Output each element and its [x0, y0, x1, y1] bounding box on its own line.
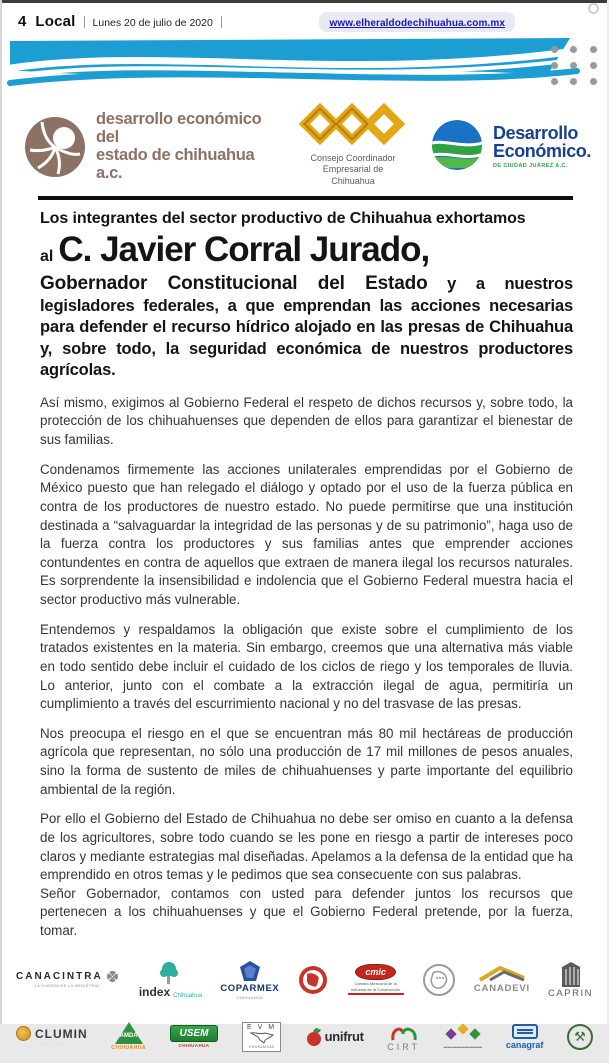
index-wordmark: index: [138, 984, 171, 999]
cmic-wordmark: cmic: [355, 964, 396, 980]
clumin-tagline: · · · · · · · · · ·: [37, 1042, 67, 1048]
logo-mining-chamber: [567, 1024, 593, 1050]
cmic-underline: [348, 993, 404, 995]
canacintra-tagline: LA FUERZA DE LA INDUSTRIA: [34, 983, 99, 989]
red-emblem-icon: [297, 964, 329, 996]
logo-coparmex: [220, 960, 279, 1000]
header-divider: [221, 16, 222, 28]
hammer-pick-icon: ⚒: [567, 1024, 593, 1050]
footer-logos-row-1: [16, 949, 593, 1011]
canacintra-aperture-icon: [107, 971, 118, 982]
logo-desarrollo-economico-juarez: [429, 119, 591, 175]
amda-triangle-icon: [115, 1022, 143, 1044]
tree-icon: [159, 961, 179, 985]
logo-amda: [111, 1022, 146, 1051]
logo-cmic: [348, 964, 404, 994]
headline-intro: Los integrantes del sector productivo de Chihuahua exhortamos: [40, 210, 526, 227]
diamonds-icon: [447, 1025, 479, 1043]
canadevi-wordmark: CANADEVI: [473, 982, 530, 994]
website-link[interactable]: www.elheraldodechihuahua.com.mx: [329, 18, 505, 29]
logo-canadevi: [474, 966, 530, 994]
logo-red-emblem: [297, 964, 329, 996]
logo-gray-emblem: [422, 963, 456, 997]
logo-cce: [301, 107, 405, 187]
coparmex-shield-icon: [239, 960, 261, 982]
building-icon: [558, 961, 584, 987]
paragraph-2: Condenamos firmemente las acciones unilaterales emprendidas por el Gobierno de México puesto que han relegado el diálogo y optado por el uso de la fuerza pública en contra de los productores de nuestro estado. No puede permitirse que una institución destinada a “salvaguardar la integridad de las personas y de su patrimonio”, haga uso de la fuerza contra los productores y sus familias antes que emprender acciones contundentes en contra de aquellos que extraen de manera ilegal los recursos naturales. Es sorprendente la insensibilidad e indolencia que el Gobierno Federal muestra hacia el sector productivo más vulnerable.: [40, 461, 573, 607]
organization-logos-row: [2, 94, 607, 194]
headline-block: [2, 200, 607, 381]
roof-icon: [478, 966, 526, 982]
caprin-wordmark: CAPRIN: [548, 987, 593, 999]
signatory-logos: [2, 941, 607, 1063]
closing-part-2: Señor Gobernador, contamos con usted para defender juntos los recursos que pertenecen a los chihuahuenses y que el Gobierno Federal pretende, por la fuerza, tomar.: [40, 885, 573, 938]
logo-desarrollo-economico-chihuahua: [24, 111, 275, 182]
index-region: Chihuahua: [173, 992, 203, 999]
amda-region: CHIHUAHUA: [111, 1045, 146, 1052]
logo-index-chihuahua: [136, 961, 202, 999]
cce-caption-line2: Empresarial de Chihuahua: [322, 164, 384, 186]
gray-emblem-icon: [422, 963, 456, 997]
cmic-caption-1: Cámara Mexicana de la: [354, 981, 397, 987]
headline-governor-role: Gobernador Constitucional del Estado: [40, 273, 428, 294]
diamonds-caption: ▬▬▬▬▬▬▬▬▬: [443, 1043, 483, 1049]
wave-banner: [10, 38, 591, 94]
globe-icon: [429, 119, 485, 175]
desarrollo-chihuahua-wordmark: [96, 111, 275, 182]
section-label: Local: [35, 13, 76, 30]
evm-region: CHIHUAHUA: [248, 1044, 275, 1049]
newspaper-header: [2, 3, 607, 34]
clumin-medal-icon: [16, 1026, 31, 1041]
desarrollo-juarez-wordmark: [492, 122, 591, 170]
cce-caption: [301, 153, 405, 187]
dej-subtitle: DE CIUDAD JUÁREZ A.C.: [492, 163, 568, 170]
paragraph-1: Así mismo, exigimos al Gobierno Federal el respeto de dichos recursos y, sobre todo, la protección de los chihuahuenses que dependen de ellos para garantizar el bienestar de sus familias.: [40, 394, 573, 447]
header-divider: [84, 16, 85, 28]
letter-body: [2, 381, 607, 941]
date-label: Lunes 20 de julio de 2020: [92, 17, 213, 29]
evm-wordmark: E V M: [247, 1023, 277, 1031]
website-link-pill: [319, 12, 515, 32]
apple-icon: [305, 1027, 323, 1047]
dej-title1: Desarrollo: [492, 122, 579, 143]
dej-title2: Económico.: [492, 140, 591, 161]
headline-governor-name: C. Javier Corral Jurado,: [58, 230, 430, 269]
coparmex-wordmark: COPARMEX: [220, 982, 280, 994]
canagraf-icon: [512, 1024, 538, 1039]
headline-al: al: [40, 248, 54, 265]
cmic-caption-2: Industria de la Construcción: [350, 986, 401, 992]
paragraph-4: Nos preocupa el riesgo en el que se encuentran más 80 mil hectáreas de producción agrícola que representan, no sólo una producción de 17 mil millones de pesos anuales, sino la forma de sustento de miles de chihuahuenses y parte importante del equilibrio ambiental de la región.: [40, 725, 573, 797]
cce-caption-line1: Consejo Coordinador: [310, 153, 396, 164]
coparmex-region: CHIHUAHUA: [236, 994, 264, 1000]
paragraph-3: Entendemos y respaldamos la obligación que existe sobre el cumplimiento de los tratados existentes en la materia. Sin embargo, creemos que una alternativa más viable en todo sentido debe incluir el cuidado de los ciclos de riego y los temporales de lluvia. Lo anterior, junto con el combate a la extracción ilegal de agua, permitiría un cumplimiento a través del escurrimiento nacional y no del trasvase de las presas.: [40, 621, 573, 712]
cirt-wordmark: CIRT: [387, 1041, 421, 1052]
headline-body: [40, 272, 573, 381]
cce-chain-icon: [301, 107, 405, 149]
logo-clumin: [16, 1026, 88, 1047]
usem-region: CHIHUAHUA: [178, 1043, 210, 1049]
dec-line1: desarrollo económico del: [96, 110, 262, 147]
canacintra-wordmark: CANACINTRA: [16, 971, 103, 983]
logo-diamonds-association: [444, 1025, 483, 1049]
aperture-icon: [24, 116, 86, 178]
logo-canacintra: [16, 971, 118, 988]
logo-caprin: [548, 961, 593, 999]
wave-banner-graphic: [10, 38, 587, 94]
unifrut-wordmark: unifrut: [324, 1029, 364, 1045]
logo-usem: [170, 1025, 219, 1048]
footer-logos-row-2: [16, 1011, 593, 1063]
amda-wordmark: AMDA: [119, 1033, 138, 1040]
cirt-omega-icon: [390, 1022, 418, 1042]
page-number: 4: [18, 13, 27, 30]
logo-cirt: [387, 1022, 420, 1052]
corner-ring-decoration: [588, 3, 599, 14]
corner-dots-decoration: [545, 46, 603, 85]
dec-line2: estado de chihuahua a.c.: [96, 146, 255, 182]
closing-part-1: Por ello el Gobierno del Estado de Chihuahua no debe ser omiso en cuanto a la defensa de los agricultores, sobre todo cuando se les pone en riesgo a partir de intereses poco claros y mediante estrategias mal diseñadas. Apelamos a la defensa de la entidad que ha emprendido en otros temas y le pedimos que sea consecuente con sus palabras.: [40, 811, 573, 883]
closing-paragraph: [40, 810, 573, 940]
clumin-wordmark: CLUMIN: [35, 1026, 88, 1041]
mexico-map-icon: [250, 1031, 274, 1045]
logo-evm: [242, 1022, 281, 1052]
headline-name-line: [40, 230, 573, 270]
logo-unifrut: [305, 1027, 364, 1047]
headline-rest: y a nuestros legisladores federales, a que emprendan las acciones necesarias para defender el recurso hídrico alojado en las presas de Chihuahua y, sobre todo, la seguridad económica de nuestros productores agrícolas.: [40, 275, 573, 379]
logo-canagraf: [506, 1024, 544, 1050]
canagraf-wordmark: canagraf: [505, 1039, 544, 1050]
usem-wordmark: USEM: [170, 1025, 219, 1042]
